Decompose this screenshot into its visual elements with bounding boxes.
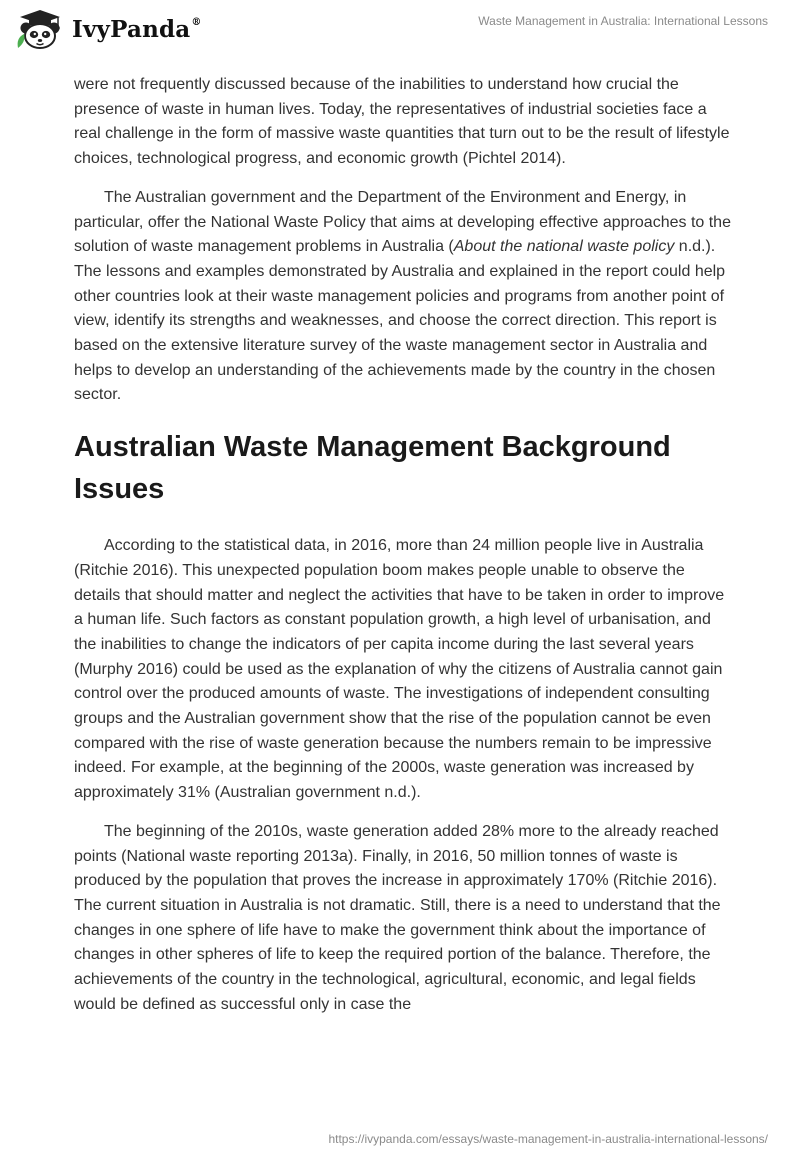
paragraph-2: [74, 186, 734, 408]
ivypanda-logo[interactable]: [14, 8, 202, 50]
paragraph-3: According to the statistical data, in 2016, more than 24 million people live in Australia (Ritchie 2016). This unexpected population boom makes people unable to observe the details that should matter and neglect the activities that have to be taken in order to improve a human life. Such factors as constant population growth, a high level of urbanisation, and the inabilities to change the indicators of per capita income during the last several years (Murphy 2016) could be used as the explanation of why the citizens of Australia cannot gain control over the produced amounts of waste. The investigations of independent consulting groups and the Australian government show that the rise of the population cannot be even compared with the rise of waste generation because the numbers remain to be impressive indeed. For example, at the beginning of the 2000s, waste generation was increased by approximately 31% (Australian government n.d.).: [74, 537, 725, 802]
panda-graduate-icon: [14, 8, 66, 50]
registered-mark: ®: [191, 16, 202, 28]
brand-name: [72, 16, 202, 43]
paragraph-1: were not frequently discussed because of the inabilities to understand how crucial the presence of waste in human lives. Today, the representatives of industrial societies face a real challenge in the form of massive waste quantities that turn out to be the result of lifestyle choices, technological progress, and economic growth (Pichtel 2014).: [74, 76, 730, 168]
policy-title-italic: About the national waste policy: [453, 238, 675, 256]
brand-text: IvyPanda: [72, 15, 191, 43]
essay-content: [74, 73, 734, 1032]
page-header: [0, 0, 800, 64]
paragraph-4: The beginning of the 2010s, waste generation added 28% more to the already reached points (National waste reporting 2013a). Finally, in 2016, 50 million tonnes of waste is produced by the population that proves the increase in approximately 170% (Ritchie 2016). The current situation in Australia is not dramatic. Still, there is a need to understand that the changes in one sphere of life have to make the government think about the importance of changes in other spheres of life to keep the required portion of the balance. Therefore, the achievements of the country in the technological, agricultural, economic, and legal fields would be defined as successful only in case the: [74, 822, 721, 1013]
section-heading: Australian Waste Management Background Issues: [74, 431, 671, 506]
paragraph-2-text-start: The Australian government and the Department of the Environment and Energy, in particular, offer the National Waste Policy that aims at developing effective approaches to the solution of waste management problems in Australia (: [74, 188, 731, 256]
paragraph-2-text-end: n.d.). The lessons and examples demonstrated by Australia and explained in the report could help other countries look at their waste management policies and programs from another point of view, identify its strengths and weaknesses, and choose the correct direction. This report is based on the extensive literature survey of the waste management sector in Australia and helps to develop an understanding of the achievements made by the country in the chosen sector.: [74, 238, 726, 404]
document-title: Waste Management in Australia: International Lessons: [478, 14, 768, 28]
footer-url-link[interactable]: https://ivypanda.com/essays/waste-management-in-australia-international-lessons/: [328, 1132, 768, 1146]
